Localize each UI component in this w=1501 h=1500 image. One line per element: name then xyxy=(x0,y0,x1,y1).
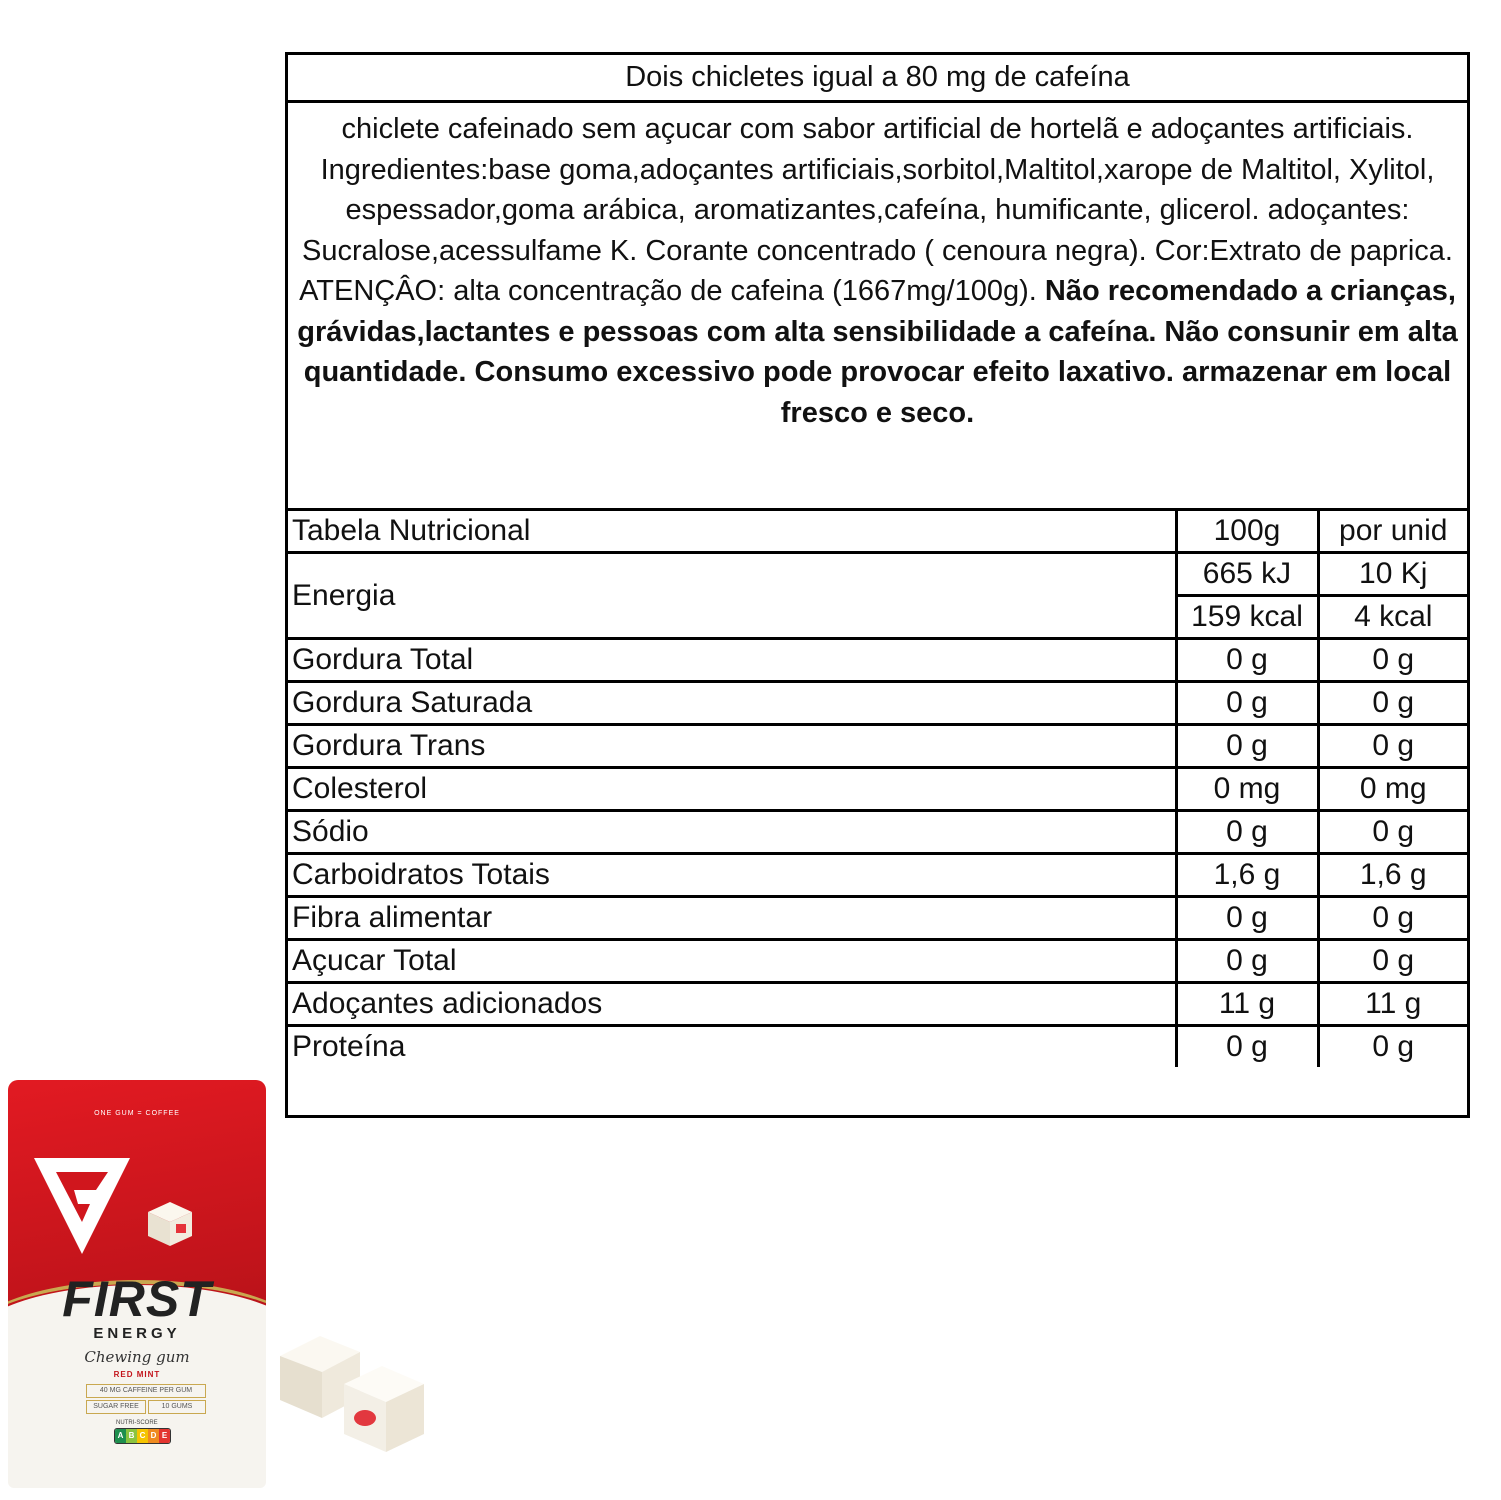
nutriscore-scale xyxy=(114,1428,171,1444)
package-slogan: ONE GUM = COFFEE xyxy=(94,1110,180,1117)
ingredients-normal: chiclete cafeinado sem açucar com sabor artificial de hortelã e adoçantes artificiais. Ingredientes:base goma,adoçantes artificiais,sorbitol,Maltitol,xarope de Maltitol, Xylitol, espessador,goma arábica, aromatizantes,cafeína, humificante, glicerol. adoçantes: Sucralose,acessulfame K. Corante concentrado ( cenoura negra). Cor:Extrato de paprica. ATENÇÂO: alta concentração de cafeina (1667mg/100g). xyxy=(299,113,1453,307)
value-100g: 1,6 g xyxy=(1176,854,1318,897)
ingredients-warning: Não recomendado a crianças, grávidas,lactantes e pessoas com alta sensibilidade a cafeína. Não consunir em alta quantidade. Consumo excessivo pode provocar efeito laxativo. armazenar em local fresco e seco. xyxy=(297,275,1458,429)
value-100g: 0 g xyxy=(1176,897,1318,940)
nutrient-name: Gordura Trans xyxy=(288,725,1176,768)
nutrition-row xyxy=(288,940,1467,983)
value-100g: 0 mg xyxy=(1176,768,1318,811)
package-sub-brand: ENERGY xyxy=(93,1325,181,1342)
nutriscore-letter: A xyxy=(115,1429,126,1443)
value-100g: 0 g xyxy=(1176,1026,1318,1068)
nutriscore-letter: B xyxy=(126,1429,137,1443)
package-flavor: RED MINT xyxy=(113,1370,161,1379)
value-100g: 0 g xyxy=(1176,940,1318,983)
nutrient-name: Sódio xyxy=(288,811,1176,854)
value-100g: 0 g xyxy=(1176,811,1318,854)
value-per-unit: 0 g xyxy=(1318,682,1467,725)
nutrient-name: Colesterol xyxy=(288,768,1176,811)
first-logo-icon xyxy=(34,1150,134,1260)
energy-kj-row xyxy=(288,553,1467,596)
nutrition-row xyxy=(288,983,1467,1026)
nutriscore-label: NUTRI-SCORE xyxy=(116,1420,158,1426)
value-per-unit: 0 g xyxy=(1318,725,1467,768)
nutrition-row xyxy=(288,682,1467,725)
energy-label: Energia xyxy=(288,553,1176,639)
caffeine-badge: 40 MG CAFFEINE PER GUM xyxy=(86,1384,206,1398)
nutrient-name: Gordura Total xyxy=(288,639,1176,682)
value-100g: 11 g xyxy=(1176,983,1318,1026)
nutrient-name: Fibra alimentar xyxy=(288,897,1176,940)
nutriscore-letter: C xyxy=(137,1429,148,1443)
nutrient-name: Carboidratos Totais xyxy=(288,854,1176,897)
sugar-free-badge: SUGAR FREE xyxy=(86,1400,146,1414)
nutrient-name: Açucar Total xyxy=(288,940,1176,983)
gum-pieces-icon xyxy=(276,1326,436,1466)
nutrition-row xyxy=(288,768,1467,811)
nutrient-name: Gordura Saturada xyxy=(288,682,1176,725)
nutrition-table xyxy=(288,511,1467,1067)
value-per-unit: 0 g xyxy=(1318,811,1467,854)
value-per-unit: 0 g xyxy=(1318,940,1467,983)
package-product-name: Chewing gum xyxy=(84,1348,190,1366)
nutrition-row xyxy=(288,639,1467,682)
package-brand: FIRST xyxy=(62,1271,212,1327)
gum-package xyxy=(8,1080,266,1488)
value-per-unit: 11 g xyxy=(1318,983,1467,1026)
value-100g: 0 g xyxy=(1176,682,1318,725)
energy-kcal-unit: 4 kcal xyxy=(1318,596,1467,639)
value-per-unit: 0 g xyxy=(1318,1026,1467,1068)
column-100g: 100g xyxy=(1176,511,1318,553)
energy-kj-100g: 665 kJ xyxy=(1176,553,1318,596)
nutrition-row xyxy=(288,811,1467,854)
nutrient-name: Adoçantes adicionados xyxy=(288,983,1176,1026)
value-per-unit: 0 mg xyxy=(1318,768,1467,811)
nutriscore-letter: E xyxy=(159,1429,170,1443)
value-per-unit: 1,6 g xyxy=(1318,854,1467,897)
nutrition-row xyxy=(288,897,1467,940)
nutriscore-letter: D xyxy=(148,1429,159,1443)
nutrition-header-row xyxy=(288,511,1467,553)
gum-count-badge: 10 GUMS xyxy=(148,1400,206,1414)
nutrition-row xyxy=(288,854,1467,897)
gum-cube-icon xyxy=(140,1190,210,1260)
value-per-unit: 0 g xyxy=(1318,639,1467,682)
caffeine-header: Dois chicletes igual a 80 mg de cafeína xyxy=(288,55,1467,103)
energy-kj-unit: 10 Kj xyxy=(1318,553,1467,596)
nutrition-title: Tabela Nutricional xyxy=(288,511,1176,553)
nutrition-row xyxy=(288,725,1467,768)
nutrition-row xyxy=(288,1026,1467,1068)
value-per-unit: 0 g xyxy=(1318,897,1467,940)
value-100g: 0 g xyxy=(1176,639,1318,682)
nutrient-name: Proteína xyxy=(288,1026,1176,1068)
energy-kcal-100g: 159 kcal xyxy=(1176,596,1318,639)
column-per-unit: por unid xyxy=(1318,511,1467,553)
ingredients-text xyxy=(288,103,1467,511)
product-label xyxy=(285,52,1470,1118)
value-100g: 0 g xyxy=(1176,725,1318,768)
